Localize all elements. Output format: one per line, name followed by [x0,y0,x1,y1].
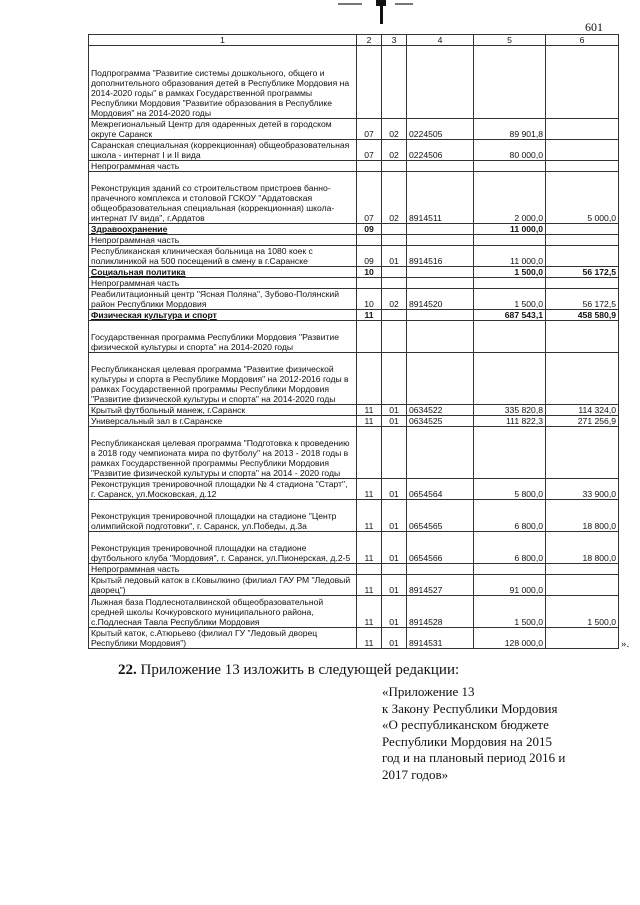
table-row [89,310,619,321]
table-row [89,479,619,500]
table-cell-section [357,321,382,353]
table-cell-code [407,564,474,575]
column-header: 1 [89,35,357,46]
table-cell-subsection: 02 [382,172,407,224]
table-cell-subsection: 01 [382,479,407,500]
scan-mark [395,3,413,5]
table-cell-2016 [546,119,619,140]
table-cell-2015: 6 800,0 [474,500,546,532]
table-cell-section [357,353,382,405]
table-row [89,235,619,246]
table-cell-2015: 11 000,0 [474,246,546,267]
scan-mark [338,3,362,5]
table-header-row [89,35,619,46]
table-cell-code [407,267,474,278]
table-cell-2015 [474,321,546,353]
table-row [89,427,619,479]
table-cell-name: Непрограммная часть [89,564,357,575]
table-cell-section: 11 [357,416,382,427]
table-cell-2016: 33 900,0 [546,479,619,500]
table-cell-name: Непрограммная часть [89,278,357,289]
table-cell-2015: 335 820,8 [474,405,546,416]
annex-line: к Закону Республики Мордовия [382,700,558,716]
table-cell-name: Республиканская целевая программа "Подготовка к проведению в 2018 году чемпионата мира по футболу" на 2013 - 2018 годы в рамках Государственной программы Республики Мордовия "Развитие физической культуры и спорта" на 2014 - 2020 годы [89,427,357,479]
annex-line: «О республиканском бюджете [382,717,549,732]
table-cell-code: 8914527 [407,575,474,596]
annex-line: год и на плановый период 2016 и [382,750,566,765]
table-row [89,353,619,405]
table-cell-subsection: 01 [382,575,407,596]
table-row [89,140,619,161]
table-cell-subsection: 02 [382,289,407,310]
table-cell-2015 [474,427,546,479]
table-cell-code: 8914528 [407,596,474,628]
table-cell-2016 [546,575,619,596]
table-cell-section [357,278,382,289]
table-row [89,564,619,575]
table-row [89,46,619,119]
table-cell-2016: 56 172,5 [546,267,619,278]
table-cell-2016 [546,353,619,405]
table-cell-name: Подпрограмма "Развитие системы дошкольного, общего и дополнительного образования детей в Республике Мордовия на 2014-2020 годы" в рамках Государственной программы Республики Мордовия "Развитие образования в Республике Мордовия" на 2014-2020 годы [89,46,357,119]
table-cell-section [357,235,382,246]
table-row [89,161,619,172]
table-cell-subsection [382,278,407,289]
table-cell-2015 [474,161,546,172]
table-row [89,532,619,564]
table-cell-subsection: 01 [382,405,407,416]
table-row [89,416,619,427]
table-cell-section [357,427,382,479]
table-cell-2016: 5 000,0 [546,172,619,224]
table-cell-section: 07 [357,119,382,140]
page-number: 601 [585,20,603,34]
table-row [89,224,619,235]
table-cell-code [407,310,474,321]
table-cell-code [407,161,474,172]
table-cell-2015 [474,564,546,575]
table-cell-section [357,161,382,172]
column-header: 3 [382,35,407,46]
table-cell-2016 [546,140,619,161]
table-cell-name: Крытый футбольный манеж, г.Саранск [89,405,357,416]
table-cell-subsection: 01 [382,416,407,427]
table-cell-2015: 2 000,0 [474,172,546,224]
table-cell-subsection: 01 [382,596,407,628]
annex-line: «Приложение 13 [382,684,475,699]
table-cell-section: 07 [357,172,382,224]
table-cell-2015: 5 800,0 [474,479,546,500]
table-cell-2015: 11 000,0 [474,224,546,235]
table-cell-2015 [474,278,546,289]
table-row [89,119,619,140]
table-cell-subsection [382,427,407,479]
table-cell-name: Универсальный зал в г.Саранске [89,416,357,427]
table-cell-name: Государственная программа Республики Мордовия "Развитие физической культуры и спорта" на 2014-2020 годы [89,321,357,353]
table-row [89,628,619,649]
table-cell-code: 0654564 [407,479,474,500]
table-cell-2015: 80 000,0 [474,140,546,161]
binder-mark [376,0,386,24]
table-cell-code [407,46,474,119]
table-cell-section: 11 [357,628,382,649]
table-cell-section: 09 [357,224,382,235]
table-cell-subsection [382,321,407,353]
table-row [89,596,619,628]
table-cell-name: Реконструкция зданий со строительством пристроев банно-прачечного комплекса и столовой ГСКОУ "Ардатовская общеобразовательная специальная (коррекционная) школа-интернат IV вида", г.Ардатов [89,172,357,224]
table-cell-2015: 111 822,3 [474,416,546,427]
column-header: 5 [474,35,546,46]
table-cell-subsection [382,161,407,172]
table-cell-section: 11 [357,500,382,532]
column-header: 6 [546,35,619,46]
table-cell-subsection: 02 [382,140,407,161]
table-cell-subsection: 02 [382,119,407,140]
table-cell-name: Реконструкция тренировочной площадки на стадионе футбольного клуба "Мордовия", г. Саранск, ул.Пионерская, д.2-5 [89,532,357,564]
table-cell-2015 [474,235,546,246]
table-cell-2016: 56 172,5 [546,289,619,310]
table-cell-section: 11 [357,479,382,500]
table-cell-subsection [382,310,407,321]
table-cell-subsection [382,46,407,119]
table-cell-name: Республиканская целевая программа "Развитие физической культуры и спорта в Республике Мордовия" на 2012-2016 годы в рамках Государственной программы Республики Мордовия "Развитие физической культуры и спорта" на 2014-2020 годы [89,353,357,405]
table-cell-2015: 89 901,8 [474,119,546,140]
table-cell-2016 [546,224,619,235]
amendment-instruction [118,662,459,679]
table-cell-name: Физическая культура и спорт [89,310,357,321]
annex-heading [382,684,565,783]
table-cell-2016 [546,161,619,172]
table-row [89,267,619,278]
table-cell-subsection [382,353,407,405]
table-cell-code: 0634522 [407,405,474,416]
table-cell-code [407,353,474,405]
table-cell-name: Саранская специальная (коррекционная) общеобразовательная школа - интернат I и II вида [89,140,357,161]
table-cell-code: 8914511 [407,172,474,224]
table-cell-section [357,46,382,119]
table-cell-2015: 1 500,0 [474,289,546,310]
table-cell-2015 [474,353,546,405]
table-cell-2016 [546,321,619,353]
table-cell-2016: 271 256,9 [546,416,619,427]
table-cell-subsection: 01 [382,246,407,267]
table-cell-2016: 1 500,0 [546,596,619,628]
closing-quote: ». [621,638,630,650]
table-cell-name: Здравоохранение [89,224,357,235]
table-cell-code: 0634525 [407,416,474,427]
table-cell-2016 [546,628,619,649]
table-cell-name: Крытый каток, с.Атюрьево (филиал ГУ "Ледовый дворец Республики Мордовия") [89,628,357,649]
table-cell-section: 11 [357,310,382,321]
table-cell-name: Непрограммная часть [89,161,357,172]
budget-table [88,34,619,649]
table-cell-name: Непрограммная часть [89,235,357,246]
table-cell-section: 11 [357,575,382,596]
table-cell-code: 0654565 [407,500,474,532]
table-cell-name: Социальная политика [89,267,357,278]
table-cell-subsection [382,564,407,575]
table-row [89,289,619,310]
table-cell-code: 0224506 [407,140,474,161]
table-cell-section: 07 [357,140,382,161]
table-cell-code: 8914520 [407,289,474,310]
table-cell-subsection [382,224,407,235]
table-cell-name: Республиканская клиническая больница на 1080 коек с поликлиникой на 500 посещений в смену в г.Саранске [89,246,357,267]
table-cell-code [407,235,474,246]
table-cell-name: Лыжная база Подлесноталвинской общеобразовательной средней школы Кочкуровского муниципального района, с.Подлесная Тавла Республики Мордовия [89,596,357,628]
table-cell-2015: 1 500,0 [474,267,546,278]
table-cell-name: Крытый ледовый каток в г.Ковылкино (филиал ГАУ РМ "Ледовый дворец") [89,575,357,596]
table-cell-section: 10 [357,267,382,278]
item-number: 22. [118,662,137,678]
table-cell-2016: 18 800,0 [546,500,619,532]
table-cell-code: 0654566 [407,532,474,564]
table-cell-subsection: 01 [382,628,407,649]
table-row [89,321,619,353]
table-cell-subsection [382,267,407,278]
table-cell-code: 8914531 [407,628,474,649]
column-header: 4 [407,35,474,46]
table-cell-2016 [546,564,619,575]
table-cell-2016 [546,246,619,267]
table-cell-section: 10 [357,289,382,310]
table-cell-name: Реконструкция тренировочной площадки на стадионе "Центр олимпийской подготовки", г. Саранск, ул.Победы, д.3а [89,500,357,532]
table-cell-2016 [546,427,619,479]
table-row [89,246,619,267]
table-cell-section: 11 [357,596,382,628]
table-cell-section: 09 [357,246,382,267]
table-cell-2016 [546,235,619,246]
column-header: 2 [357,35,382,46]
table-cell-section: 11 [357,405,382,416]
table-cell-2016: 18 800,0 [546,532,619,564]
table-cell-2016: 458 580,9 [546,310,619,321]
annex-line: Республики Мордовия на 2015 [382,733,552,749]
instruction-text: Приложение 13 изложить в следующей редакции: [140,662,460,678]
table-cell-subsection: 01 [382,500,407,532]
table-cell-name: Реконструкция тренировочной площадки № 4 стадиона "Старт", г. Саранск, ул.Московская, д.12 [89,479,357,500]
table-cell-name: Межрегиональный Центр для одаренных детей в городском округе Саранск [89,119,357,140]
table-cell-2016 [546,278,619,289]
table-row [89,575,619,596]
table-cell-subsection: 01 [382,532,407,564]
table-cell-code: 0224505 [407,119,474,140]
table-cell-2016: 114 324,0 [546,405,619,416]
table-cell-section: 11 [357,532,382,564]
table-cell-2015: 687 543,1 [474,310,546,321]
table-cell-2015 [474,46,546,119]
table-row [89,405,619,416]
table-cell-code [407,278,474,289]
table-cell-2015: 1 500,0 [474,596,546,628]
table-cell-code [407,321,474,353]
table-cell-2015: 6 800,0 [474,532,546,564]
table-cell-code: 8914516 [407,246,474,267]
table-row [89,278,619,289]
table-row [89,172,619,224]
table-cell-2015: 91 000,0 [474,575,546,596]
annex-line: 2017 годов» [382,766,449,782]
table-cell-section [357,564,382,575]
table-row [89,500,619,532]
table-cell-code [407,224,474,235]
table-cell-2015: 128 000,0 [474,628,546,649]
table-cell-2016 [546,46,619,119]
table-cell-subsection [382,235,407,246]
table-cell-code [407,427,474,479]
table-cell-name: Реабилитационный центр "Ясная Поляна", Зубово-Полянский район Республики Мордовия [89,289,357,310]
